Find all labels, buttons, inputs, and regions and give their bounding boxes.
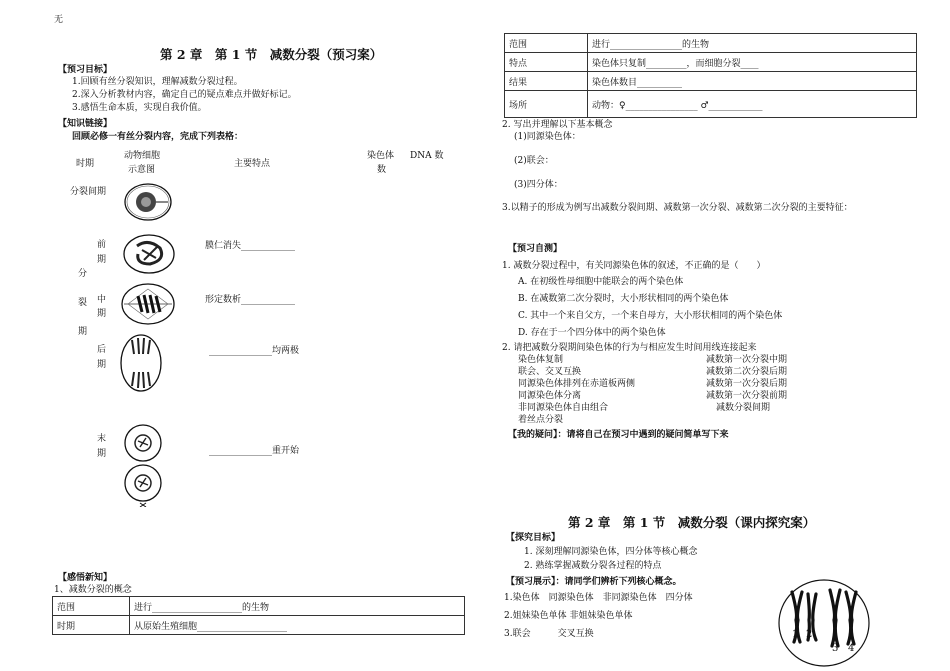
- row-label: 范围: [505, 34, 588, 53]
- table-row: [505, 91, 917, 118]
- chromosome-label-1: 1: [792, 629, 799, 640]
- corner-mark: 无: [54, 15, 64, 25]
- col-header-features: 主要特点: [234, 159, 271, 169]
- cell-diagram-telophase: [120, 421, 166, 511]
- match-left-item: 联会、交叉互换: [518, 367, 582, 377]
- row-value: 染色体只复制_________，而细胞分裂____: [588, 53, 917, 72]
- match-right-item: 减数第一次分裂后期: [706, 379, 788, 389]
- feature-telophase: ______________重开始: [209, 446, 300, 456]
- chromosome-label-4: 4: [848, 643, 855, 654]
- page-title: 第 2 章 第 1 节 减数分裂（预习案）: [160, 47, 383, 62]
- table-row: [505, 72, 917, 91]
- row-label: 特点: [505, 53, 588, 72]
- option-d: D. 存在于一个四分体中的两个染色体: [518, 328, 666, 338]
- match-right-item: 减数第一次分裂前期: [706, 391, 788, 401]
- table-row: [53, 616, 465, 635]
- match-right-item: 减数第二次分裂后期: [706, 367, 788, 377]
- match-right-item: 减数分裂间期: [716, 403, 771, 413]
- col-header-period: 时期: [76, 159, 95, 169]
- row-label: 场所: [505, 91, 588, 118]
- self-test-heading: 【预习自测】: [508, 244, 563, 254]
- table-row: [505, 34, 917, 53]
- meiosis-concept-table-left: [52, 596, 465, 635]
- row-label: 范围: [53, 597, 130, 616]
- col-header-animal-cell: 动物细胞: [124, 151, 161, 161]
- preview-goal-item: 2.深入分析教材内容，确定自己的疑点难点并做好标记。: [72, 90, 297, 100]
- feature-anaphase: ______________均两极: [209, 346, 300, 356]
- new-knowledge-subheading: 1、减数分裂的概念: [54, 585, 132, 595]
- stage-anaphase-label: 期: [97, 360, 107, 370]
- row-value: 动物：♀________________ ♂____________: [588, 91, 917, 118]
- explore-goal-heading: 【探究目标】: [506, 533, 561, 543]
- preview-goal-item: 3.感悟生命本质，实现自我价值。: [72, 103, 207, 113]
- explore-goal-item: 2. 熟练掌握减数分裂各过程的特点: [524, 561, 662, 571]
- q2-item: (1)同源染色体：: [514, 132, 581, 142]
- row-value: 进行________________的生物: [588, 34, 917, 53]
- stage-prophase-label: 期: [97, 255, 107, 265]
- knowledge-link-instruction: 回顾必修一有丝分裂内容，完成下列表格：: [72, 132, 244, 142]
- stage-interphase-label: 分裂间期: [70, 187, 107, 197]
- preview-show-item: 2.姐妹染色单体 非姐妹染色单体: [504, 611, 633, 621]
- q2-item: (2)联会：: [514, 156, 554, 166]
- cell-diagram-interphase: [122, 181, 174, 227]
- cell-diagram-anaphase: [118, 332, 164, 398]
- col-header-chromosome: 染色体: [367, 151, 395, 161]
- class-title: 第 2 章 第 1 节 减数分裂（课内探究案）: [568, 515, 816, 530]
- new-knowledge-heading: 【感悟新知】: [58, 573, 113, 583]
- q3-text: 3.以精子的形成为例写出减数分裂间期、减数第一次分裂、减数第二次分裂的主要特征：: [502, 203, 853, 213]
- col-header-dna: DNA 数: [410, 151, 444, 161]
- knowledge-link-heading: 【知识链接】: [58, 119, 113, 129]
- my-doubt: 【我的疑问】：请将自己在预习中遇到的疑问简单写下来: [508, 430, 729, 440]
- self-test-q2: 2. 请把减数分裂期间染色体的行为与相应发生时间用线连接起来: [502, 343, 757, 353]
- chromosome-figure: [776, 578, 872, 668]
- phase-group-char: 裂: [78, 298, 88, 308]
- stage-metaphase-label: 期: [97, 309, 107, 319]
- stage-telophase-label: 期: [97, 449, 107, 459]
- meiosis-concept-table-right: [504, 33, 917, 118]
- stage-anaphase-label: 后: [97, 345, 107, 355]
- match-left-item: 着丝点分裂: [518, 415, 564, 425]
- preview-show-item: 3.联会 交叉互换: [504, 629, 594, 639]
- option-a: A. 在初级性母细胞中能联会的两个染色体: [518, 277, 684, 287]
- row-label: 时期: [53, 616, 130, 635]
- preview-show-heading: 【预习展示】：请同学们辨析下列核心概念。: [506, 577, 682, 587]
- table-row: [505, 53, 917, 72]
- row-label: 结果: [505, 72, 588, 91]
- chromosome-label-2: 2: [806, 629, 813, 640]
- row-value: 染色体数目__________: [588, 72, 917, 91]
- phase-group-char: 期: [78, 327, 88, 337]
- explore-goal-item: 1. 深刻理解同源染色体，四分体等核心概念: [524, 547, 698, 557]
- stage-prophase-label: 前: [97, 240, 107, 250]
- feature-metaphase: 形定数析____________: [205, 295, 296, 305]
- cell-diagram-metaphase: [118, 281, 178, 331]
- row-value: 从原始生殖细胞____________________: [130, 616, 465, 635]
- match-left-item: 同源染色体分离: [518, 391, 582, 401]
- col-header-count: 数: [377, 165, 387, 175]
- self-test-q1: 1. 减数分裂过程中，有关同源染色体的叙述，不正确的是（ ）: [502, 261, 766, 271]
- preview-goal-item: 1.回顾有丝分裂知识，理解减数分裂过程。: [72, 77, 243, 87]
- chromosome-label-3: 3: [832, 643, 839, 654]
- col-header-diagram: 示意图: [128, 165, 156, 175]
- phase-group-char: 分: [78, 269, 88, 279]
- stage-metaphase-label: 中: [97, 295, 107, 305]
- match-right-item: 减数第一次分裂中期: [706, 355, 788, 365]
- feature-prophase: 膜仁消失____________: [205, 241, 296, 251]
- match-left-item: 同源染色体排列在赤道板两侧: [518, 379, 636, 389]
- table-row: [53, 597, 465, 616]
- match-left-item: 非同源染色体自由组合: [518, 403, 609, 413]
- match-left-item: 染色体复制: [518, 355, 564, 365]
- stage-telophase-label: 末: [97, 434, 107, 444]
- preview-goal-heading: 【预习目标】: [58, 65, 113, 75]
- q2-heading: 2. 写出并理解以下基本概念: [502, 120, 613, 130]
- option-b: B. 在减数第二次分裂时，大小形状相同的两个染色体: [518, 294, 729, 304]
- q2-item: (3)四分体：: [514, 180, 563, 190]
- cell-diagram-prophase: [120, 232, 178, 280]
- option-c: C. 其中一个来自父方，一个来自母方，大小形状相同的两个染色体: [518, 311, 783, 321]
- preview-show-item: 1.染色体 同源染色体 非同源染色体 四分体: [504, 593, 693, 603]
- row-value: 进行____________________的生物: [130, 597, 465, 616]
